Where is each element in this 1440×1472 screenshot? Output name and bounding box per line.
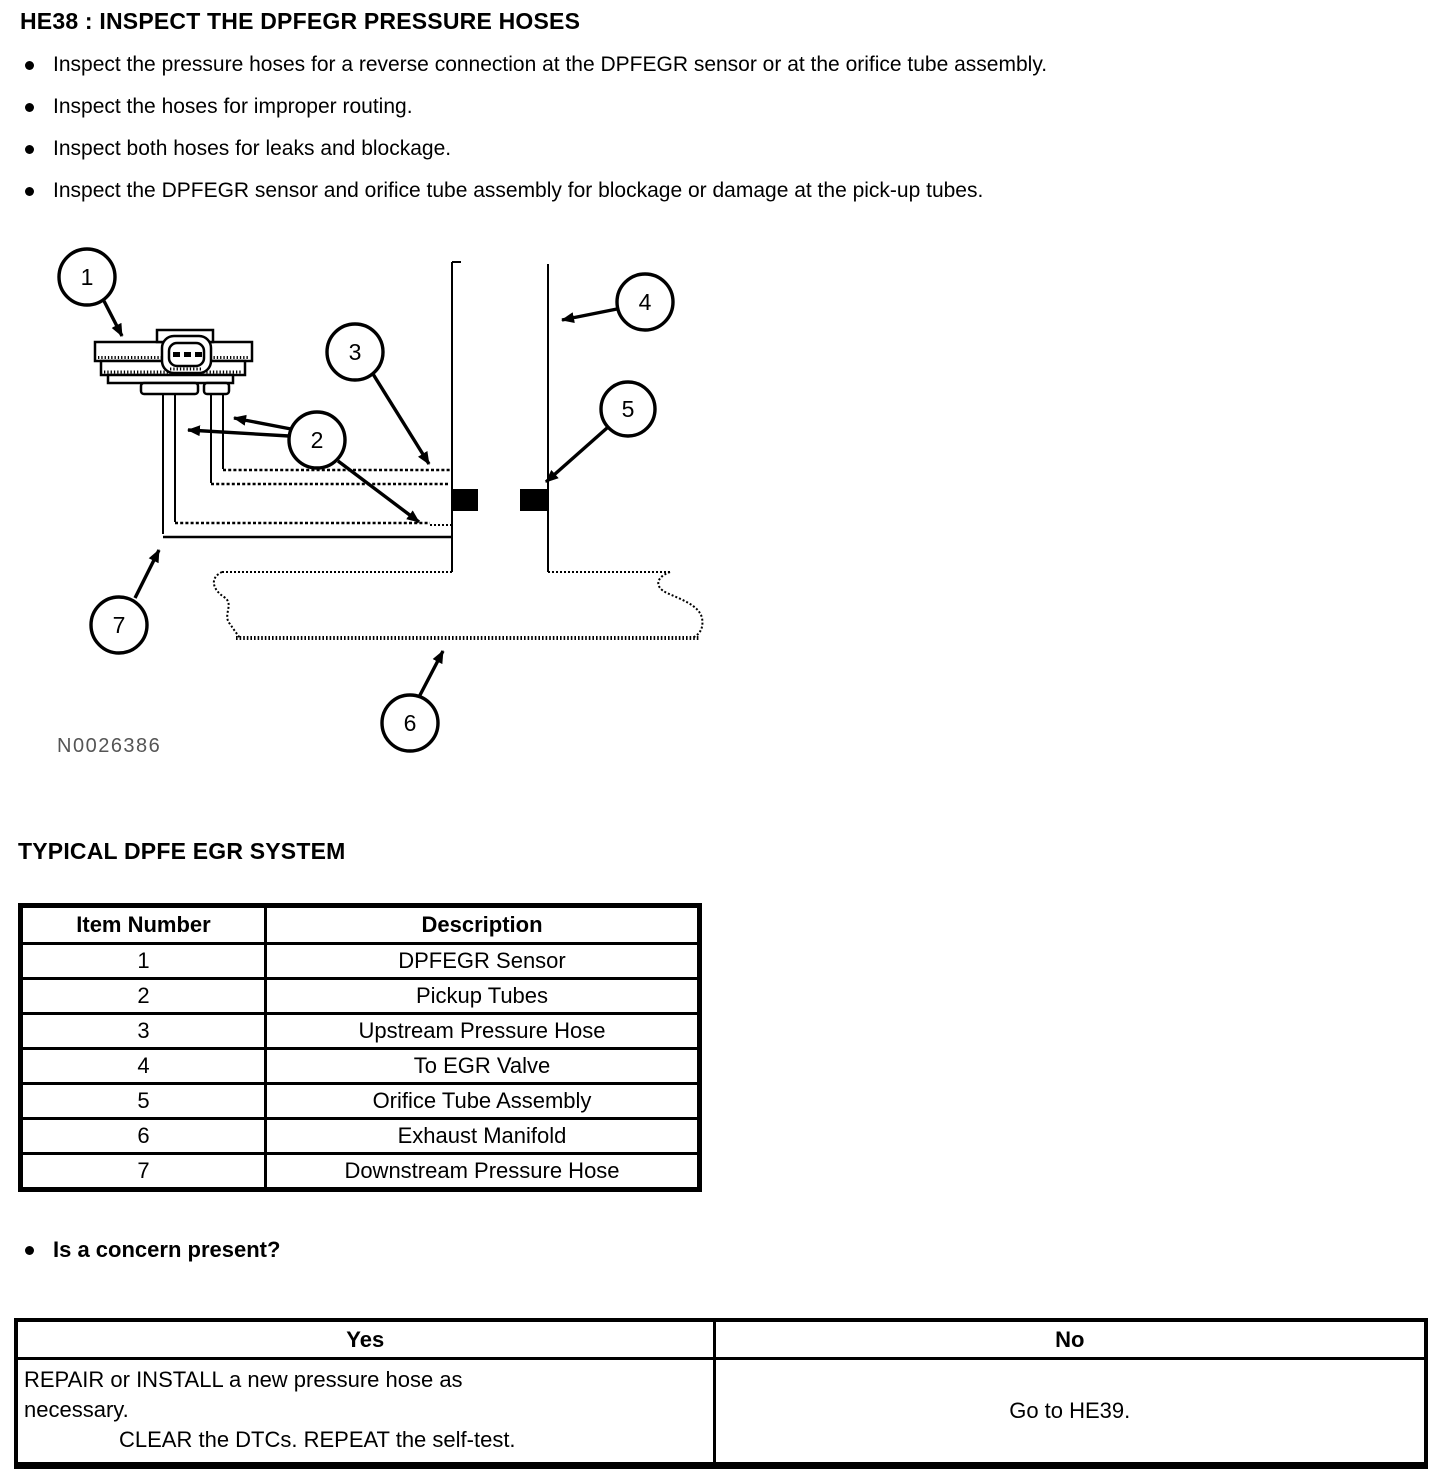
table-cell: Exhaust Manifold <box>266 1119 700 1154</box>
bullet-dot <box>25 61 34 70</box>
svg-text:5: 5 <box>621 396 635 422</box>
orifice-block-right <box>520 489 548 511</box>
table-cell: 5 <box>21 1084 266 1119</box>
table-cell: DPFEGR Sensor <box>266 944 700 979</box>
orifice-block-left <box>452 489 478 511</box>
item-description-table <box>18 903 702 1192</box>
svg-text:4: 4 <box>638 289 652 315</box>
no-action-cell: Go to HE39. <box>714 1359 1426 1466</box>
table-cell: Orifice Tube Assembly <box>266 1084 700 1119</box>
svg-text:1: 1 <box>80 264 94 290</box>
upstream-pressure-hose <box>211 470 450 484</box>
no-column-header: No <box>714 1320 1426 1359</box>
egr-system-diagram <box>40 245 720 765</box>
list-item <box>22 50 1422 80</box>
callout-1 <box>59 249 122 336</box>
egr-system-figure <box>40 245 720 770</box>
question-bullet <box>22 1235 280 1265</box>
yes-action-line: necessary. <box>24 1397 129 1422</box>
question-text: Is a concern present? <box>53 1237 281 1262</box>
svg-text:3: 3 <box>348 339 362 365</box>
item-table-body <box>21 944 700 1190</box>
connector-pin <box>184 352 191 357</box>
downstream-pressure-hose <box>163 523 452 537</box>
dpfegr-sensor <box>95 330 252 394</box>
list-item <box>22 176 1422 206</box>
callout-4 <box>562 274 673 330</box>
pickup-tubes <box>163 394 223 534</box>
bullet-dot <box>25 103 34 112</box>
table-cell: 4 <box>21 1049 266 1084</box>
table-row <box>21 1084 700 1119</box>
table-cell: To EGR Valve <box>266 1049 700 1084</box>
connector-pin <box>195 352 202 357</box>
section-title: TYPICAL DPFE EGR SYSTEM <box>18 838 346 864</box>
bullet-dot <box>25 187 34 196</box>
table-row <box>21 1049 700 1084</box>
page-title: HE38 : INSPECT THE DPFEGR PRESSURE HOSES <box>20 8 581 34</box>
table-cell: Downstream Pressure Hose <box>266 1154 700 1190</box>
table-cell: 7 <box>21 1154 266 1190</box>
yes-column-header: Yes <box>16 1320 714 1359</box>
svg-text:6: 6 <box>403 710 417 736</box>
decision-header-row <box>16 1320 1426 1359</box>
yes-action-cell <box>16 1359 714 1466</box>
svg-text:2: 2 <box>310 427 324 453</box>
callout-6 <box>382 651 443 751</box>
table-cell: 3 <box>21 1014 266 1049</box>
table-row <box>21 979 700 1014</box>
decision-body-row <box>16 1359 1426 1466</box>
callout-7 <box>91 550 159 653</box>
bullet-text: Inspect the DPFEGR sensor and orifice tube assembly for blockage or damage at the pick-up tubes. <box>53 179 984 202</box>
table-cell: 6 <box>21 1119 266 1154</box>
table-cell: Upstream Pressure Hose <box>266 1014 700 1049</box>
exhaust-manifold <box>214 572 703 638</box>
table-row <box>21 1154 700 1190</box>
list-item <box>22 134 1422 164</box>
table-cell: Pickup Tubes <box>266 979 700 1014</box>
list-item <box>22 92 1422 122</box>
table-cell: 2 <box>21 979 266 1014</box>
table-row <box>21 1119 700 1154</box>
bullet-text: Inspect the pressure hoses for a reverse connection at the DPFEGR sensor or at the orifice tube assembly. <box>53 53 1048 76</box>
column-header-item-number: Item Number <box>21 906 266 944</box>
table-cell: 1 <box>21 944 266 979</box>
bullet-text: Inspect both hoses for leaks and blockage. <box>53 137 452 160</box>
bullet-text: Inspect the hoses for improper routing. <box>53 95 413 118</box>
inspection-bullet-list <box>22 50 1422 218</box>
yes-no-decision-table <box>14 1318 1428 1469</box>
table-header-row <box>21 906 700 944</box>
bullet-dot <box>25 145 34 154</box>
bullet-dot <box>25 1246 34 1255</box>
callout-5 <box>546 382 655 482</box>
table-row <box>21 944 700 979</box>
svg-text:7: 7 <box>112 612 126 638</box>
figure-number-label: N0026386 <box>57 735 162 757</box>
orifice-tube <box>452 262 548 572</box>
connector-pin <box>173 352 180 357</box>
yes-action-line: CLEAR the DTCs. REPEAT the self-test. <box>119 1427 516 1452</box>
column-header-description: Description <box>266 906 700 944</box>
table-row <box>21 1014 700 1049</box>
yes-action-line: REPAIR or INSTALL a new pressure hose as <box>24 1367 463 1392</box>
